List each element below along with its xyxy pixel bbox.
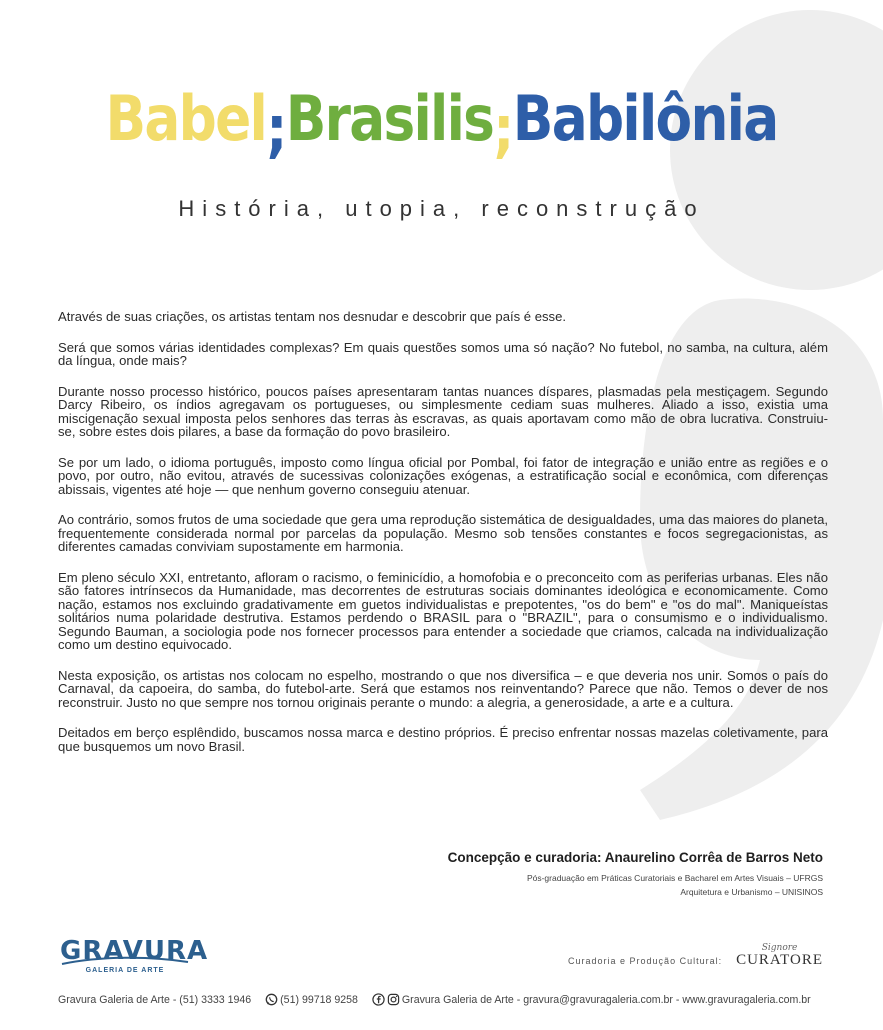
curator-degree: Pós-graduação em Práticas Curatoriais e Bacharel em Artes Visuais – UFRGS — [526, 873, 823, 883]
gravura-logo-subtitle: GALERIA DE ARTE — [85, 967, 165, 974]
gravura-logo — [60, 936, 209, 974]
title-separator-1: ; — [266, 92, 286, 165]
paragraph: Deitados em berço esplêndido, buscamos nossa marca e destino próprios. É preciso enfrentar nossas mazelas coletivamente, para que busquemos um novo Brasil. — [58, 725, 828, 754]
exhibition-title — [62, 82, 821, 165]
paragraph: Durante nosso processo histórico, poucos países apresentaram tantas nuances díspares, plasmadas pela mestiçagem. Segundo Darcy Ribeiro, os índios agregavam os portugueses, ou simplesmente cediam suas mulheres. Aliado a isso, existia uma miscigenação sexual imposta pelos senhores das terras às escravas, as quais aportavam como mão de obra lucrativa. Construiu-se, sobre estes dois pilares, a base da formação do povo brasileiro. — [58, 383, 828, 439]
paragraph: Ao contrário, somos frutos de uma sociedade que gera uma reprodução sistemática de desigualdades, uma das maiores do planeta, frequentemente considerada normal por parcelas da população. Mesmo sob tensões constantes e focos segregacionistas, as diferentes camadas conviviam supostamente em harmonia. — [58, 512, 828, 554]
curatore-logo — [736, 944, 823, 968]
producer-label: Curadoria e Produção Cultural: — [568, 956, 723, 966]
whatsapp-icon — [265, 993, 278, 1006]
exhibition-subtitle: História, utopia, reconstrução — [178, 196, 705, 221]
title-part-babilonia: Babilônia — [512, 82, 778, 155]
producer-credit — [568, 944, 823, 968]
curatore-logo-script: Signore — [761, 943, 798, 953]
title-part-brasilis: Brasilis — [285, 82, 494, 155]
curator-name: Concepção e curadoria: Anaurelino Corrêa de Barros Neto — [447, 850, 823, 865]
paragraph: Se por um lado, o idioma português, imposto como língua oficial por Pombal, foi fator de integração e união entre as regiões e o povo, por outro, não evitou, através de sucessivas colonizações exógenas, a estratificação social e econômica, com diferenças abissais, vigentes até hoje — que nenhum governo conseguiu atenuar. — [58, 454, 828, 497]
footer-social-contact: Gravura Galeria de Arte - gravura@gravuragaleria.com.br - www.gravuragaleria.com.br — [401, 993, 811, 1006]
paragraph: Nesta exposição, os artistas nos colocam no espelho, mostrando o que nos diversifica – e que deveria nos unir. Somos o país do Carnaval, da capoeira, do samba, do futebol-arte. Será que estamos nos reinventando? Parece que não. Temos o dever de nos reconstruir. Justo no que sempre nos tornou originais perante o mundo: a alegria, a generosidade, a arte e a cultura. — [58, 667, 828, 710]
paragraph: Através de suas criações, os artistas tentam nos desnudar e descobrir que país é esse. — [58, 309, 567, 324]
curator-degree-2: Arquitetura e Urbanismo – UNISINOS — [680, 887, 823, 897]
curatorial-text — [58, 310, 828, 770]
curator-credits — [448, 850, 823, 899]
facebook-icon — [372, 993, 385, 1006]
curatore-logo-wordmark: CURATORE — [736, 952, 823, 968]
paragraph: Em pleno século XXI, entretanto, afloram o racismo, o feminicídio, a homofobia e o preconceito com as periferias urbanas. Eles não são fatores intrínsecos da Humanidade, mas decorrentes de estruturas sociais dominantes ideológica e economicamente. Como nação, estamos nos excluindo gradativamente em guetos individualistas e prepotentes, "os do bem" e "os do mal". Maniqueístas solitários numa polaridade destrutiva. Estamos perdendo o BRASIL para o "BRAZIL", para o consumismo e o individualismo. Segundo Bauman, a sociologia pode nos fornecer processos para entender a sociedade que criamos, calcada na individualização como um destino equivocado. — [58, 569, 828, 652]
gravura-logo-wordmark: GRAVURA — [60, 936, 209, 966]
instagram-icon — [387, 993, 400, 1006]
title-part-babel: Babel — [105, 82, 267, 155]
footer-gallery-phone: Gravura Galeria de Arte - (51) 3333 1946 — [58, 993, 252, 1006]
footer-contact — [58, 993, 828, 1006]
footer-whatsapp-phone: (51) 99718 9258 — [280, 993, 358, 1006]
paragraph: Será que somos várias identidades complexas? Em quais questões somos uma só nação? No futebol, no samba, na cultura, além da língua, onde mais? — [58, 339, 828, 368]
title-separator-2: ; — [493, 92, 513, 165]
